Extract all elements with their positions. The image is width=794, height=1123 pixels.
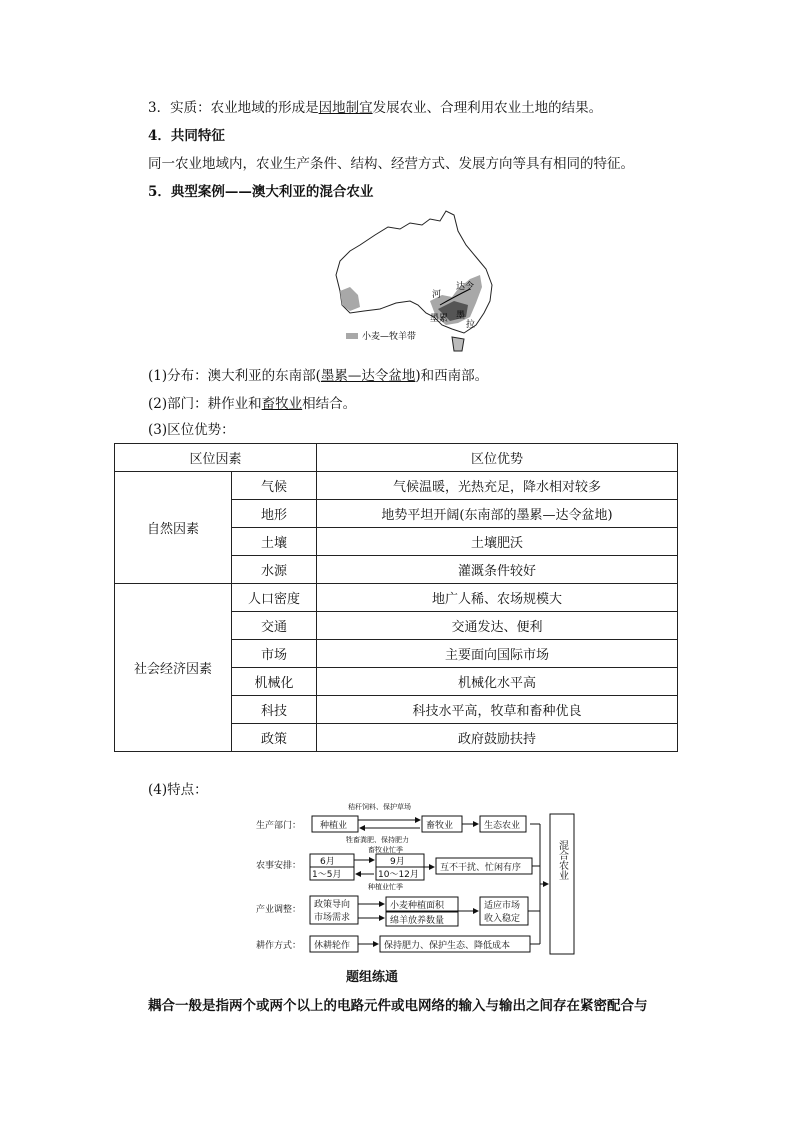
item-3-suffix: 发展农业、合理利用农业土地的结果。 xyxy=(372,100,603,116)
policy-line-2: 市场需求 xyxy=(314,913,351,923)
header-factor: 区位因素 xyxy=(115,444,317,472)
point-1-suffix: )和西南部。 xyxy=(415,368,489,384)
busy-planting-text: 种植业忙季 xyxy=(368,883,403,891)
advantage-cell: 政府鼓励扶持 xyxy=(317,724,678,752)
factor-cell: 人口密度 xyxy=(232,584,317,612)
factor-cell: 气候 xyxy=(232,472,317,500)
advantage-cell: 土壤肥沃 xyxy=(317,528,678,556)
item-5-title: 5．典型案例——澳大利亚的混合农业 xyxy=(148,184,374,200)
factor-cell: 市场 xyxy=(232,640,317,668)
header-advantage: 区位优势 xyxy=(317,444,678,472)
adapt-line-2: 收入稳定 xyxy=(484,914,521,924)
item-4-body: 同一农业地域内，农业生产条件、结构、经营方式、发展方向等具有相同的特征。 xyxy=(148,156,634,172)
map-label-murrumbidgee: 墨 xyxy=(456,311,466,321)
point-1-underlined: 墨累—达令盆地 xyxy=(320,368,416,384)
advantage-cell: 机械化水平高 xyxy=(317,668,678,696)
factor-cell: 机械化 xyxy=(232,668,317,696)
item-3-prefix: 3．实质：农业地域的形成是 xyxy=(148,100,319,116)
advantage-cell: 科技水平高，牧草和畜种优良 xyxy=(317,696,678,724)
month-1-5: 1～5月 xyxy=(312,870,342,880)
map-label-darling: 达令 xyxy=(456,282,475,292)
table-row xyxy=(115,584,678,612)
point-3: (3)区位优势： xyxy=(148,422,235,438)
rotation-result: 保持肥力、保护生态、降低成本 xyxy=(384,941,511,951)
month-10-12: 10～12月 xyxy=(378,870,419,880)
rotation-label: 休耕轮作 xyxy=(314,941,351,951)
map-label-murray: 墨累 xyxy=(430,314,449,324)
bottom-arrow-text: 牲畜粪肥、保持肥力 xyxy=(346,836,409,844)
item-4-title: 4．共同特征 xyxy=(148,128,225,144)
advantage-cell: 地广人稀、农场规模大 xyxy=(317,584,678,612)
legend-label: 小麦—牧羊带 xyxy=(362,332,417,342)
point-2-prefix: (2)部门：耕作业和 xyxy=(148,396,262,412)
legend-swatch xyxy=(346,333,358,339)
item-3-underlined: 因地制宜 xyxy=(318,100,373,116)
factor-cell: 交通 xyxy=(232,612,317,640)
item-3 xyxy=(148,96,602,116)
map-label-la: 拉 xyxy=(466,320,476,330)
busy-livestock-text: 畜牧业忙季 xyxy=(368,846,403,854)
top-arrow-text: 秸秆饲料、保护草场 xyxy=(348,803,411,811)
mixed-agriculture-label: 混合农业 xyxy=(556,840,568,880)
advantage-cell: 地势平坦开阔(东南部的墨累—达令盆地) xyxy=(317,500,678,528)
features-diagram xyxy=(250,800,580,960)
point-1 xyxy=(148,364,488,384)
map-label-river: 河 xyxy=(432,290,442,300)
livestock-label: 畜牧业 xyxy=(426,821,454,831)
point-2 xyxy=(148,392,356,412)
policy-line-1: 政策导向 xyxy=(314,900,351,910)
sheep-count: 绵羊放养数量 xyxy=(390,916,445,926)
section-caption: 题组练通 xyxy=(346,970,399,985)
point-2-underlined: 畜牧业 xyxy=(261,396,303,412)
point-4: (4)特点： xyxy=(148,782,208,798)
schedule-result: 互不干扰、忙闲有序 xyxy=(440,863,522,873)
point-1-prefix: (1)分布：澳大利亚的东南部( xyxy=(148,368,321,384)
row-label-adjust: 产业调整： xyxy=(256,905,302,915)
factor-cell: 科技 xyxy=(232,696,317,724)
planting-label: 种植业 xyxy=(320,821,348,831)
row-label-sector: 生产部门： xyxy=(256,821,302,831)
advantage-cell: 交通发达、便利 xyxy=(317,612,678,640)
group-natural: 自然因素 xyxy=(115,472,232,584)
row-label-farming: 耕作方式： xyxy=(256,941,302,951)
advantage-cell: 主要面向国际市场 xyxy=(317,640,678,668)
group-social: 社会经济因素 xyxy=(115,584,232,752)
location-table xyxy=(114,443,678,752)
factor-cell: 地形 xyxy=(232,500,317,528)
exercise-text: 耦合一般是指两个或两个以上的电路元件或电网络的输入与输出之间存在紧密配合与 xyxy=(148,998,648,1014)
wheat-area: 小麦种植面积 xyxy=(390,901,445,911)
factor-cell: 政策 xyxy=(232,724,317,752)
australia-map xyxy=(330,205,500,355)
advantage-cell: 气候温暖，光热充足，降水相对较多 xyxy=(317,472,678,500)
mixed-agriculture-box xyxy=(550,814,574,954)
tasmania xyxy=(452,337,464,351)
row-label-schedule: 农事安排： xyxy=(256,861,302,871)
eco-label: 生态农业 xyxy=(484,821,521,831)
adapt-line-1: 适应市场 xyxy=(484,901,521,911)
factor-cell: 土壤 xyxy=(232,528,317,556)
advantage-cell: 灌溉条件较好 xyxy=(317,556,678,584)
factor-cell: 水源 xyxy=(232,556,317,584)
point-2-suffix: 相结合。 xyxy=(302,396,357,412)
month-6: 6月 xyxy=(320,857,335,867)
table-header-row xyxy=(115,444,678,472)
month-9: 9月 xyxy=(390,857,405,867)
table-row xyxy=(115,472,678,500)
